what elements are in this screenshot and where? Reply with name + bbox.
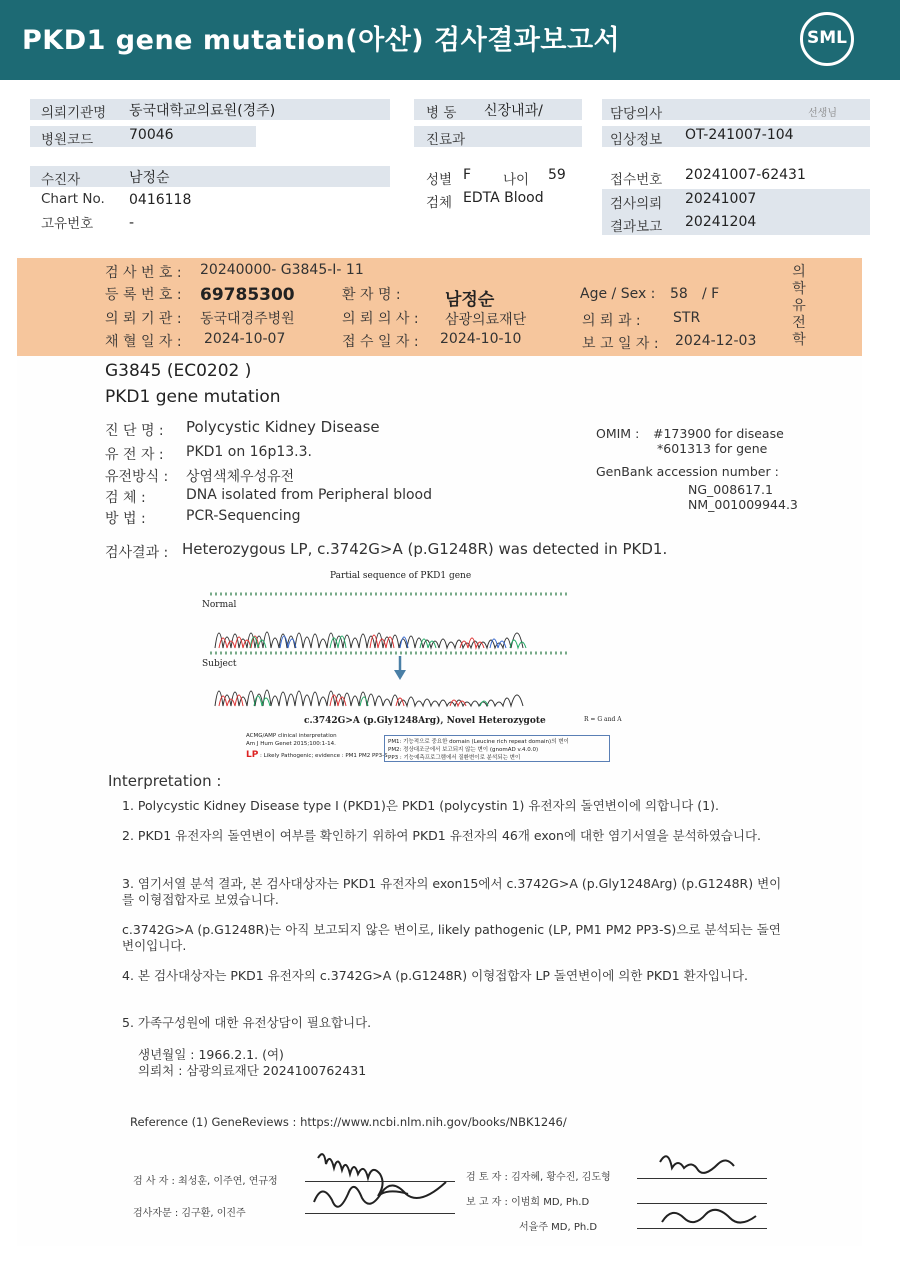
request-date-label: 검사의뢰 [610, 196, 663, 212]
agesex-label: Age / Sex : [580, 286, 656, 302]
chart-value: 0416118 [129, 192, 192, 208]
result-value: Heterozygous LP, c.3742G>A (p.G1248R) was detected in PKD1. [182, 540, 668, 558]
omim-label: OMIM : [596, 426, 640, 441]
age-value: 59 [548, 167, 566, 183]
spec-label: 검 체 : [105, 490, 146, 506]
acmg-ref: Am J Hum Genet 2015;100:1-14. [246, 741, 336, 747]
hospital-code-label: 병원코드 [41, 132, 94, 148]
dept-label: 진료과 [426, 132, 466, 148]
age-value-scan: 58 [670, 286, 688, 302]
subject-label: Subject [202, 659, 237, 669]
diag-value: Polycystic Kidney Disease [186, 418, 380, 436]
scan-receipt-label: 접 수 일 자 : [342, 334, 419, 350]
specimen-value: EDTA Blood [463, 190, 544, 206]
draw-value: 2024-10-07 [204, 331, 286, 347]
test-code: G3845 (EC0202 ) [105, 361, 252, 381]
test-name: PKD1 gene mutation [105, 387, 281, 407]
unique-value: - [129, 215, 135, 231]
genbank-nm: NM_001009944.3 [688, 497, 798, 512]
genbank-label: GenBank accession number : [596, 464, 779, 479]
inst-label: 의 뢰 기 관 : [105, 311, 182, 327]
sex-label: 성별 [426, 172, 453, 188]
interp-paragraph-1: 1. Polycystic Kidney Disease type I (PKD1)은 PKD1 (polycystin 1) 유전자의 돌연변이에 의합니다 (1). [122, 798, 719, 813]
omim-disease: #173900 for disease [653, 426, 784, 441]
advisor-names: 검사자문 : 김구환, 이진주 [133, 1208, 246, 1219]
scan-report-value: 2024-12-03 [675, 333, 757, 349]
inherit-value: 상염색체우성유전 [186, 469, 295, 485]
acmg-title: ACMG/AMP clinical interpretation [246, 733, 337, 739]
normal-label: Normal [202, 600, 237, 610]
draw-label: 채 혈 일 자 : [105, 334, 182, 350]
sex-value: F [463, 167, 472, 183]
reviewer-names: 검 토 자 : 김자혜, 황수진, 김도형 [466, 1172, 611, 1183]
scan-doctor-value: 삼광의료재단 [445, 312, 527, 328]
figure-title: Partial sequence of PKD1 gene [330, 571, 472, 581]
scan-dept-value: STR [673, 310, 701, 326]
age-label: 나이 [503, 172, 530, 188]
institution-value: 동국대학교의료원(경주) [129, 103, 276, 119]
chart-label: Chart No. [41, 191, 105, 207]
chromatogram [210, 588, 580, 718]
interpretation-heading: Interpretation : [108, 772, 222, 790]
interp-paragraph-3: 3. 염기서열 분석 결과, 본 검사대상자는 PKD1 유전자의 exon15에서 c.3742G>A (p.Gly1248Arg) (p.G1248R) 변이를 이형접합자로 보였습니다. [122, 876, 782, 907]
gene-value: PKD1 on 16p13.3. [186, 444, 312, 460]
pm2-note: PM2: 정상대조군에서 보고되지 않는 변이 (gnomAD v.4.0.0) [388, 747, 539, 753]
report-header [0, 0, 900, 80]
unique-label: 고유번호 [41, 216, 94, 232]
specimen-label: 검체 [426, 195, 453, 211]
patient-label: 수진자 [41, 172, 81, 188]
ward-label: 병 동 [426, 105, 457, 121]
ward-value: 신장내과/ [484, 103, 543, 119]
lp-badge: LP [246, 750, 259, 760]
figure-caption: c.3742G>A (p.Gly1248Arg), Novel Heterozygote [304, 716, 546, 726]
report-title: PKD1 gene mutation(아산) 검사결과보고서 [22, 25, 621, 56]
spec-value: DNA isolated from Peripheral blood [186, 487, 433, 503]
sml-logo [800, 12, 854, 66]
gene-label: 유 전 자 : [105, 447, 164, 463]
inherit-label: 유전방식 : [105, 469, 169, 485]
report-date-label: 결과보고 [610, 219, 663, 235]
interp-paragraph-4: 4. 본 검사대상자는 PKD1 유전자의 c.3742G>A (p.G1248R) 이형접합자 LP 돌연변이에 의한 PKD1 환자입니다. [122, 968, 749, 983]
r-legend: R = G and A [584, 716, 622, 723]
reporter-name: 보 고 자 : 이범희 MD, Ph.D [466, 1197, 590, 1208]
clinical-value: OT-241007-104 [685, 127, 794, 143]
scan-patient-label: 환 자 명 : [342, 287, 401, 303]
pp3-note: PP3 : 기능예측프로그램에서 질환변이로 분석되는 변이 [388, 755, 521, 761]
logo-text: SML [807, 28, 847, 48]
patient-value: 남정순 [129, 170, 170, 186]
interp-paragraph-5: 5. 가족구성원에 대한 유전상담이 필요합니다. [122, 1015, 372, 1030]
doctor-suffix: 선생님 [808, 108, 837, 119]
reg-no-label: 등 록 번 호 : [105, 287, 182, 303]
reference: Reference (1) GeneReviews : https://www.ncbi.nlm.nih.gov/books/NBK1246/ [130, 1115, 567, 1129]
vertical-dept: 의 학 유 전 학 [792, 264, 806, 348]
row-bar [30, 166, 390, 187]
scan-dept-label: 의 뢰 과 : [582, 313, 641, 329]
omim-gene: *601313 for gene [657, 441, 768, 456]
doctor-label: 담당의사 [610, 106, 663, 122]
tester-names: 검 사 자 : 최성훈, 이주연, 연규정 [133, 1176, 278, 1187]
scan-doctor-label: 의 뢰 의 사 : [342, 311, 419, 327]
hospital-code-value: 70046 [129, 127, 174, 143]
inst-value: 동국대경주병원 [200, 311, 295, 327]
diag-label: 진 단 명 : [105, 423, 164, 439]
reporter2-name: 서을주 MD, Ph.D [519, 1222, 598, 1233]
institution-label: 의뢰기관명 [41, 105, 107, 121]
scan-report-label: 보 고 일 자 : [582, 336, 659, 352]
scan-receipt-value: 2024-10-10 [440, 331, 522, 347]
signature-image [300, 1140, 780, 1240]
lp-description: : Likely Pathogenic; evidence : PM1 PM2 PP3-S [260, 753, 388, 759]
test-no-value: 20240000- G3845-I- 11 [200, 262, 364, 278]
result-label: 검사결과 : [105, 545, 169, 561]
method-value: PCR-Sequencing [186, 508, 301, 524]
pm1-note: PM1: 기능적으로 중요한 domain (Leucine rich repeat domain)의 변이 [388, 739, 569, 745]
reg-no-value: 69785300 [200, 285, 295, 305]
receipt-label: 접수번호 [610, 172, 663, 188]
test-no-label: 검 사 번 호 : [105, 265, 182, 281]
receipt-value: 20241007-62431 [685, 167, 806, 183]
referrer: 의뢰처 : 삼광의료재단 2024100762431 [138, 1063, 367, 1078]
interp-paragraph-2: 2. PKD1 유전자의 돌연변이 여부를 확인하기 위하여 PKD1 유전자의 46개 exon에 대한 염기서열을 분석하였습니다. [122, 828, 761, 843]
request-date-value: 20241007 [685, 191, 757, 207]
birth-date: 생년월일 : 1966.2.1. (여) [138, 1047, 284, 1062]
genbank-ng: NG_008617.1 [688, 482, 773, 497]
clinical-label: 임상정보 [610, 132, 663, 148]
scan-patient-value: 남정순 [445, 290, 495, 310]
report-date-value: 20241204 [685, 214, 757, 230]
method-label: 방 법 : [105, 511, 146, 527]
sex-value-scan: / F [702, 286, 720, 302]
interp-paragraph-3b: c.3742G>A (p.G1248R)는 아직 보고되지 않은 변이로, likely pathogenic (LP, PM1 PM2 PP3-S)으로 분석되는 돌연변이입니다. [122, 922, 781, 953]
